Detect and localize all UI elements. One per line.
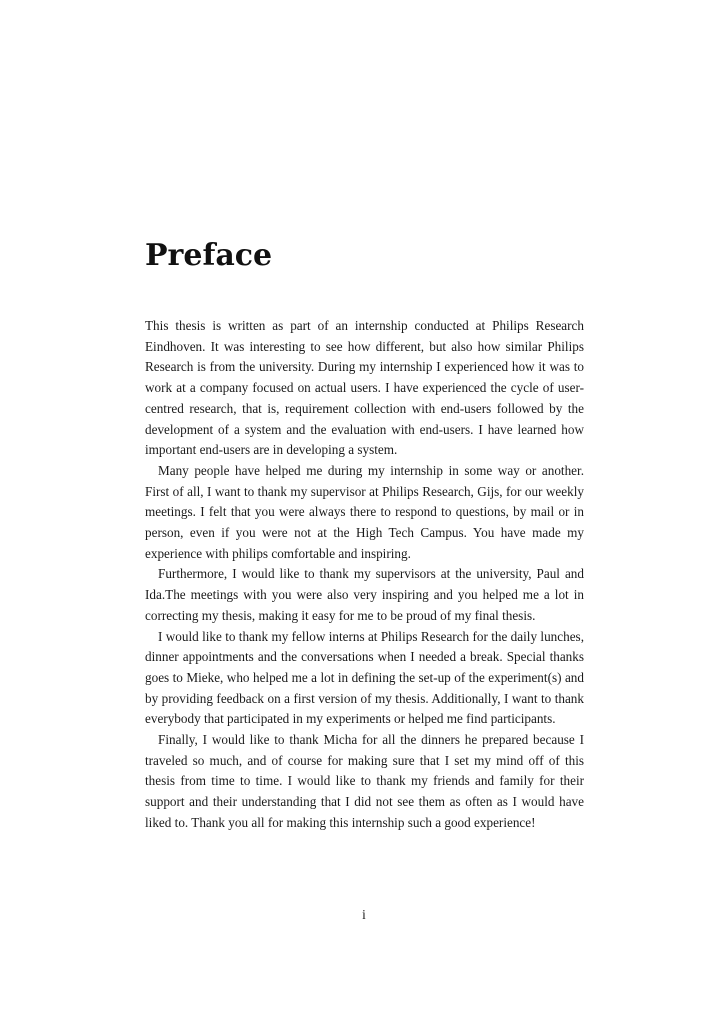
paragraph: Many people have helped me during my internship in some way or another. First of all, I want to thank my supervisor at Philips Research, Gijs, for our weekly meetings. I felt that you were always there to respond to questions, by mail or in person, even if you were not at the High Tech Campus. You have made my experience with philips comfortable and inspiring. — [145, 462, 584, 561]
paragraph: Furthermore, I would like to thank my supervisors at the university, Paul and Ida.The meetings with you were also very inspiring and you helped me a lot in correcting my thesis, making it easy for me to be proud of my final thesis. — [145, 566, 584, 623]
paragraph: Finally, I would like to thank Micha for all the dinners he prepared because I traveled so much, and of course for making sure that I set my mind off of this thesis from time to time. I would like to thank my friends and family for their support and their understanding that I did not see them as often as I would have liked to. Thank you all for making this internship such a good experience! — [145, 732, 584, 830]
paragraph: I would like to thank my fellow interns at Philips Research for the daily lunches, dinner appointments and the conversations when I needed a break. Special thanks goes to Mieke, who helped me a lot in defining the set-up of the experiment(s) and by providing feedback on a first version of my thesis. Additionally, I want to thank everybody that participated in my experiments or helped me find participants. — [145, 628, 584, 727]
paragraph: This thesis is written as part of an internship conducted at Philips Research Eindhoven. It was interesting to see how different, but also how similar Philips Research is from the university. During my internship I experienced how it was to work at a company focused on actual users. I have experienced the cycle of user-centred research, that is, requirement collection with end-users followed by the development of a system and the evaluation with end-users. I have learned how important end-users are in developing a system. — [145, 318, 584, 458]
preface-body — [145, 316, 584, 834]
chapter-title: Preface — [145, 238, 273, 273]
page-number: i — [362, 907, 366, 922]
